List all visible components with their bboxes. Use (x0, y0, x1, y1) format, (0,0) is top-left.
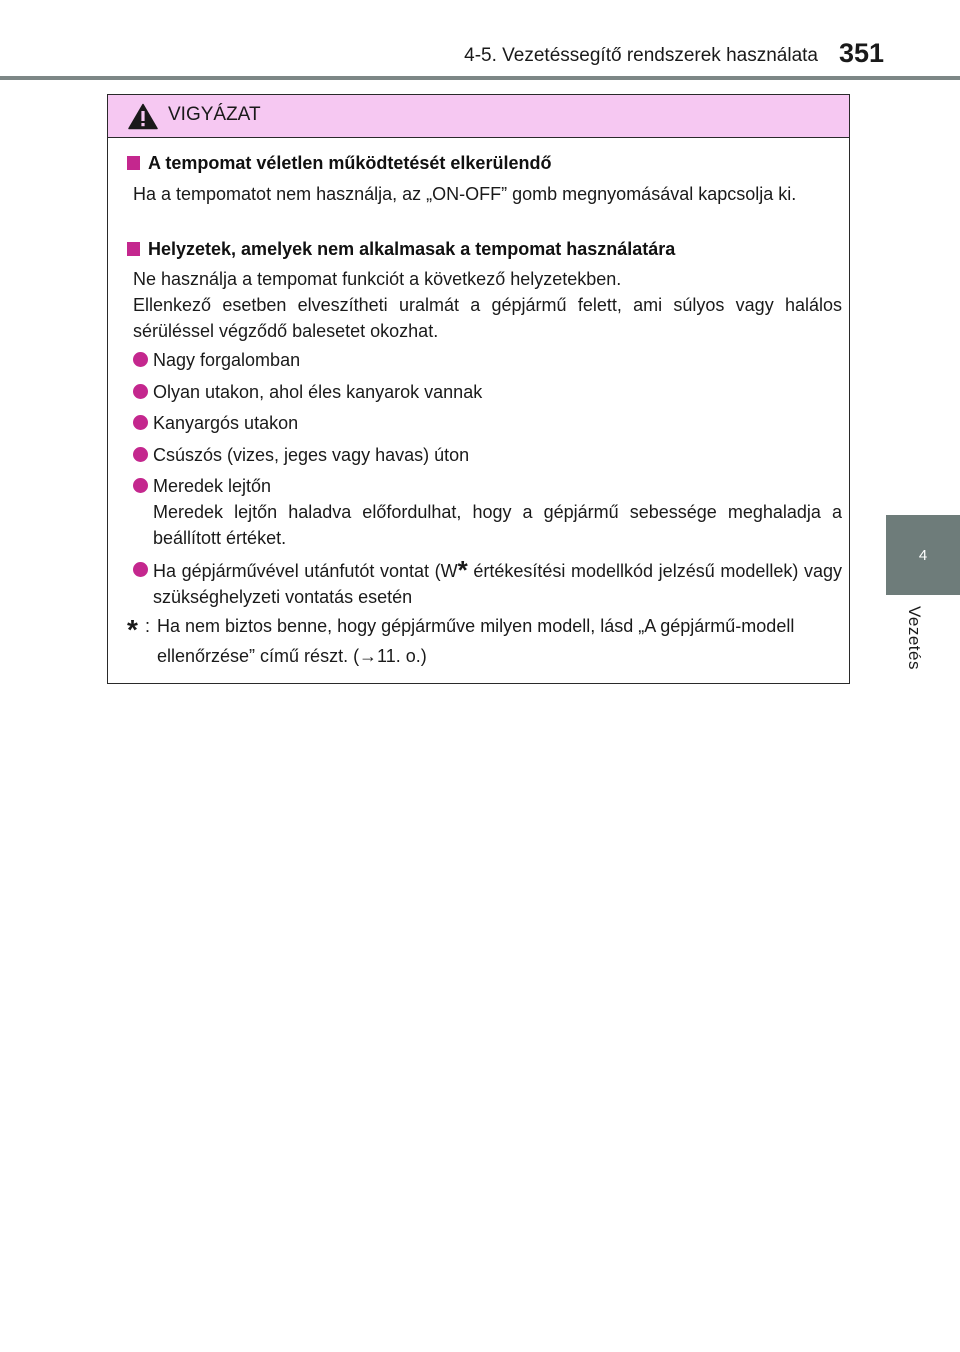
circle-bullet-icon (133, 415, 148, 430)
warning-box (107, 94, 850, 684)
section-text: Ne használja a tempomat funkciót a következő helyzetekben. (133, 269, 622, 289)
page-header (0, 0, 960, 80)
circle-bullet-icon (133, 478, 148, 493)
circle-bullet-icon (133, 562, 148, 577)
section-text: Ha a tempomatot nem használja, az „ON-OFF” gomb megnyomásával kapcsolja ki. (133, 184, 797, 204)
section-heading: Helyzetek, amelyek nem alkalmasak a tempomat használatára (127, 239, 675, 260)
square-bullet-icon (127, 242, 140, 256)
list-item: Meredek lejtőn Meredek lejtőn haladva előfordulhat, hogy a gépjármű sebessége meghaladja a beállított értéket. (133, 473, 842, 551)
page-number: 351 (838, 38, 884, 68)
list-item: Nagy forgalomban (133, 347, 842, 373)
footnote-star: * (127, 614, 138, 645)
chapter-label: Vezetés (905, 606, 924, 670)
section-heading: A tempomat véletlen működtetését elkerülendő (127, 153, 551, 174)
list-item: Olyan utakon, ahol éles kanyarok vannak (133, 379, 842, 405)
header-divider (0, 76, 960, 80)
warning-triangle-icon (128, 103, 158, 130)
circle-bullet-icon (133, 384, 148, 399)
warning-title: VIGYÁZAT (168, 104, 261, 125)
footnote: : Ha nem biztos benne, hogy gépjárműve milyen modell, lásd „A gépjármű-modell ellenőrzése” című részt. (→11. o.) (145, 616, 795, 666)
circle-bullet-icon (133, 447, 148, 462)
list-item: Kanyargós utakon (133, 410, 842, 436)
list-item: Csúszós (vizes, jeges vagy havas) úton (133, 442, 842, 468)
chapter-number: 4 (918, 547, 928, 564)
square-bullet-icon (127, 156, 140, 170)
chapter-tab (886, 515, 960, 595)
section-title: 4-5. Vezetéssegítő rendszerek használata (464, 45, 818, 66)
list-item: Ha gépjárművével utánfutót vontat (W* értékesítési modellkód jelzésű modellek) vagy szükséghelyzeti vontatás esetén (133, 557, 842, 610)
circle-bullet-icon (133, 352, 148, 367)
section-text: Ellenkező esetben elveszítheti uralmát a gépjármű felett, ami súlyos vagy halálos sérüléssel végződő balesetet okozhat. (133, 295, 842, 341)
warning-header (108, 95, 849, 138)
